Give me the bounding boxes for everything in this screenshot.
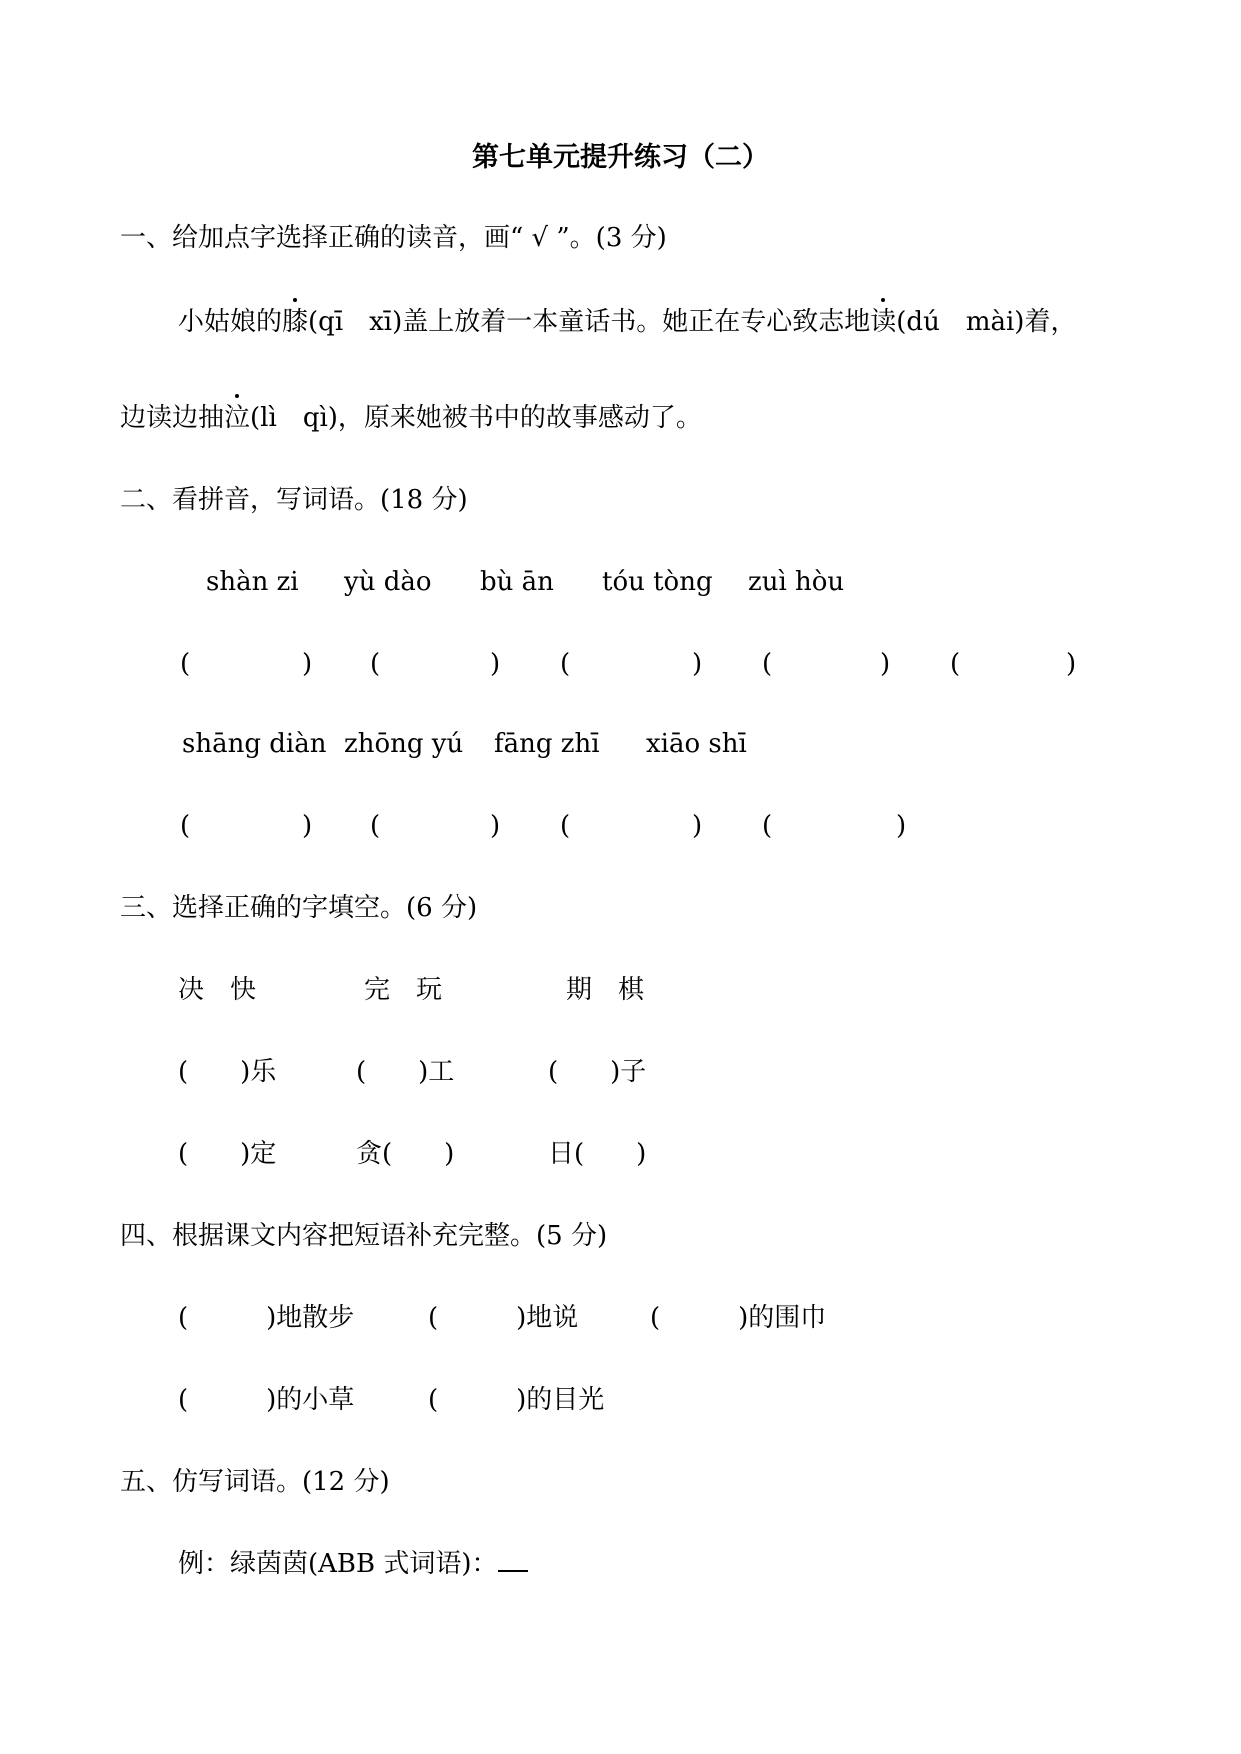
q1-sentence-line-2 xyxy=(120,402,702,434)
fill-blank-item[interactable]: 贪( ) xyxy=(356,1139,455,1169)
fill-blank-item[interactable]: ( )乐 xyxy=(178,1057,277,1087)
phrase-blank[interactable]: ( )的围巾 xyxy=(650,1303,827,1333)
page-title: 第七单元提升练习（二） xyxy=(472,142,769,173)
q1-option[interactable]: (qī xyxy=(308,307,344,337)
answer-close-paren: ) xyxy=(490,649,501,679)
pinyin-item: shàn zi xyxy=(206,567,299,597)
answer-close-paren: ) xyxy=(302,649,313,679)
pinyin-item: xiāo shī xyxy=(646,729,747,759)
answer-row-2 xyxy=(0,810,1241,846)
answer-close-paren: ) xyxy=(692,649,703,679)
phrase-blank[interactable]: ( )地说 xyxy=(428,1303,579,1333)
q1-option[interactable]: qì)，原来她被书中的故事感动了。 xyxy=(302,403,702,433)
answer-close-paren: ) xyxy=(1066,649,1077,679)
q1-sentence-line-1 xyxy=(178,306,1076,338)
phrase-blank[interactable]: ( )地散步 xyxy=(178,1303,355,1333)
char-pair: 决 快 xyxy=(178,975,257,1005)
char-pair: 期 棋 xyxy=(566,975,645,1005)
answer-open-paren[interactable]: ( xyxy=(370,649,381,679)
q1-option[interactable]: (dú xyxy=(896,307,940,337)
phrase-blank[interactable]: ( )的目光 xyxy=(428,1385,605,1415)
q5-example xyxy=(178,1548,528,1580)
answer-open-paren[interactable]: ( xyxy=(560,811,571,841)
q1-option[interactable]: (lì xyxy=(250,403,277,433)
q4-heading: 四、根据课文内容把短语补充完整。(5 分) xyxy=(120,1221,608,1251)
pinyin-item: tóu tòng xyxy=(602,567,713,597)
example-text: 例：绿茵茵(ABB 式词语)： xyxy=(178,1549,498,1579)
pinyin-item: bù ān xyxy=(480,567,554,597)
answer-close-paren: ) xyxy=(692,811,703,841)
fill-blank-item[interactable]: ( )工 xyxy=(356,1057,455,1087)
dotted-char: 读 xyxy=(870,307,897,337)
fill-blank-item[interactable]: 日( ) xyxy=(548,1139,647,1169)
answer-close-paren: ) xyxy=(880,649,891,679)
answer-open-paren[interactable]: ( xyxy=(762,811,773,841)
answer-open-paren[interactable]: ( xyxy=(950,649,961,679)
pinyin-item: yù dào xyxy=(344,567,432,597)
pinyin-item: zhōng yú xyxy=(344,729,464,759)
fill-blank-item[interactable]: ( )定 xyxy=(178,1139,277,1169)
answer-blank[interactable] xyxy=(498,1548,528,1572)
answer-open-paren[interactable]: ( xyxy=(370,811,381,841)
pinyin-item: zuì hòu xyxy=(748,567,845,597)
pinyin-item: shāng diàn xyxy=(182,729,327,759)
q2-heading: 二、看拼音，写词语。(18 分) xyxy=(120,485,468,515)
char-pair: 完 玩 xyxy=(364,975,443,1005)
fill-blank-item[interactable]: ( )子 xyxy=(548,1057,647,1087)
answer-open-paren[interactable]: ( xyxy=(180,811,191,841)
dotted-char: 膝 xyxy=(282,307,309,337)
q5-heading: 五、仿写词语。(12 分) xyxy=(120,1467,390,1497)
q1-option[interactable]: mài)着， xyxy=(965,307,1077,337)
answer-open-paren[interactable]: ( xyxy=(560,649,571,679)
q1-text: 小姑娘的 xyxy=(178,307,283,337)
dotted-char: 泣 xyxy=(224,403,251,433)
pinyin-item: fāng zhī xyxy=(494,729,600,759)
q1-text: 边读边抽 xyxy=(120,403,225,433)
answer-open-paren[interactable]: ( xyxy=(180,649,191,679)
answer-close-paren: ) xyxy=(896,811,907,841)
q1-option[interactable]: xī)盖上放着一本童话书。她正在专心致志地 xyxy=(369,307,871,337)
phrase-blank[interactable]: ( )的小草 xyxy=(178,1385,355,1415)
answer-row-1 xyxy=(0,648,1241,684)
q3-heading: 三、选择正确的字填空。(6 分) xyxy=(120,893,478,923)
q1-heading: 一、给加点字选择正确的读音，画“ √ ”。(3 分) xyxy=(120,223,667,253)
answer-close-paren: ) xyxy=(302,811,313,841)
answer-close-paren: ) xyxy=(490,811,501,841)
answer-open-paren[interactable]: ( xyxy=(762,649,773,679)
